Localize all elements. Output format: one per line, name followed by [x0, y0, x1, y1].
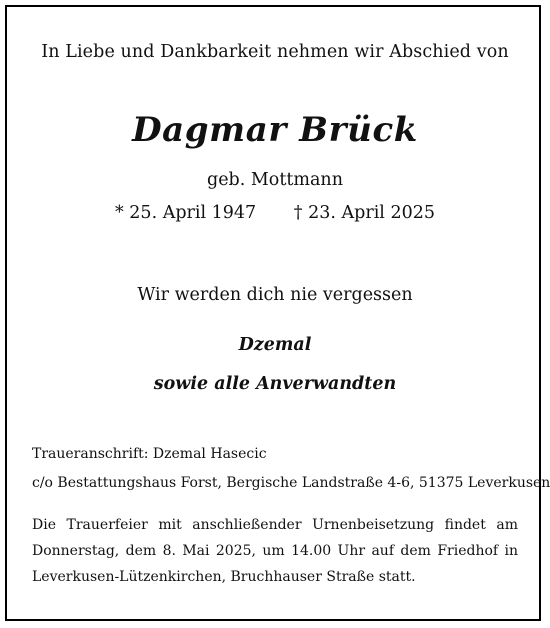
ceremony-notice: Die Trauerfeier mit anschließender Urnenbeisetzung findet am Donnerstag, dem 8. Mai 2025, um 14.00 Uhr auf dem Friedhof in Leverkusen-Lützenkirchen, Bruchhauser Straße statt. [32, 517, 518, 585]
mourning-address-line-2: c/o Bestattungshaus Forst, Bergische Landstraße 4-6, 51375 Leverkusen [32, 475, 550, 491]
deceased-name: Dagmar Brück [132, 110, 418, 150]
signer-name: Dzemal [238, 335, 312, 355]
maiden-name: geb. Mottmann [207, 170, 343, 190]
death-date: † 23. April 2025 [293, 203, 435, 223]
mourning-address-line-1: Traueranschrift: Dzemal Hasecic [32, 446, 267, 462]
intro-text: In Liebe und Dankbarkeit nehmen wir Abschied von [41, 42, 509, 62]
life-dates [0, 203, 550, 223]
relatives-text: sowie alle Anverwandten [153, 374, 397, 394]
motto-text: Wir werden dich nie vergessen [137, 285, 413, 305]
birth-date: * 25. April 1947 [114, 203, 257, 223]
